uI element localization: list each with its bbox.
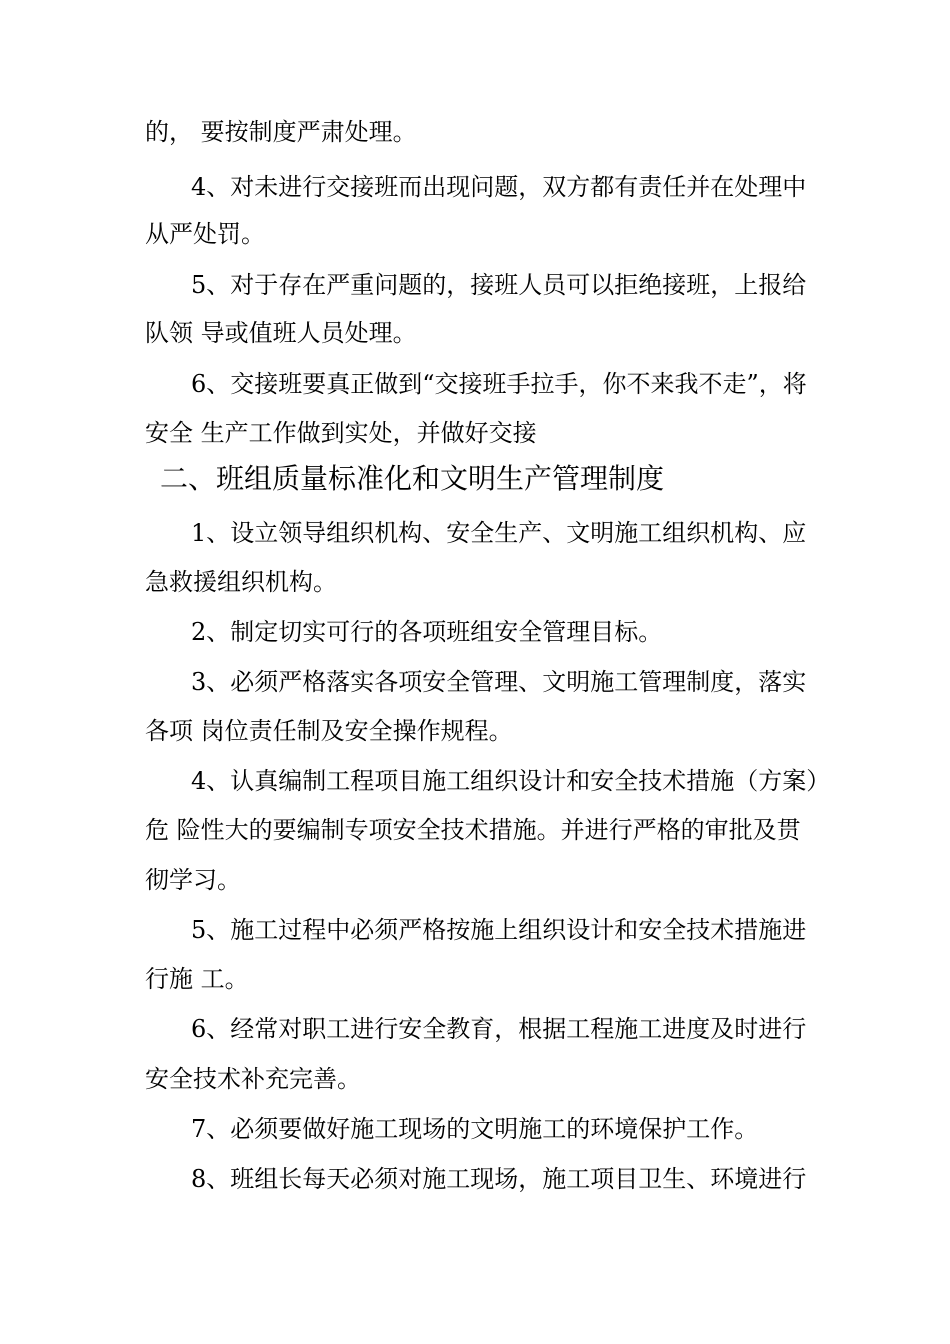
text-line: 8、班组长每天必须对施工现场，施工项目卫生、环境进行 — [191, 1165, 807, 1193]
text-line: 5、施工过程中必须严格按施上组织设计和安全技术措施进 — [191, 916, 807, 944]
text-line: 安全 生产工作做到实处，并做好交接 — [145, 419, 537, 447]
section-heading: 二、班组质量标准化和文明生产管理制度 — [160, 462, 665, 495]
text-line: 队领 导或值班人员处理。 — [145, 319, 417, 347]
text-line: 危 险性大的要编制专项安全技术措施。并进行严格的审批及贯 — [145, 816, 801, 844]
text-line: 4、认真编制工程项目施工组织设计和安全技术措施（方案） — [191, 767, 831, 795]
text-line: 6、经常对职工进行安全教育，根据工程施工进度及时进行 — [191, 1015, 807, 1043]
text-line: 的， 要按制度严肃处理。 — [145, 118, 417, 146]
text-line: 3、必须严格落实各项安全管理、文明施工管理制度，落实 — [191, 668, 807, 696]
text-line: 6、交接班要真正做到“交接班手拉手，你不来我不走”，将 — [191, 370, 807, 398]
text-line: 7、必须要做好施工现场的文明施工的环境保护工作。 — [191, 1115, 759, 1143]
text-line: 从严处罚。 — [145, 220, 265, 248]
text-line: 5、对于存在严重问题的，接班人员可以拒绝接班，上报给 — [191, 271, 807, 299]
text-line: 4、对未进行交接班而出现问题，双方都有责任并在处理中 — [191, 173, 807, 201]
text-line: 行施 工。 — [145, 965, 249, 993]
text-line: 各项 岗位责任制及安全操作规程。 — [145, 717, 513, 745]
text-line: 1、设立领导组织机构、安全生产、文明施工组织机构、应 — [191, 519, 807, 547]
text-line: 急救援组织机构。 — [145, 568, 337, 596]
text-line: 安全技术补充完善。 — [145, 1065, 361, 1093]
text-line: 彻学习。 — [145, 866, 241, 894]
text-line: 2、制定切实可行的各项班组安全管理目标。 — [191, 618, 663, 646]
